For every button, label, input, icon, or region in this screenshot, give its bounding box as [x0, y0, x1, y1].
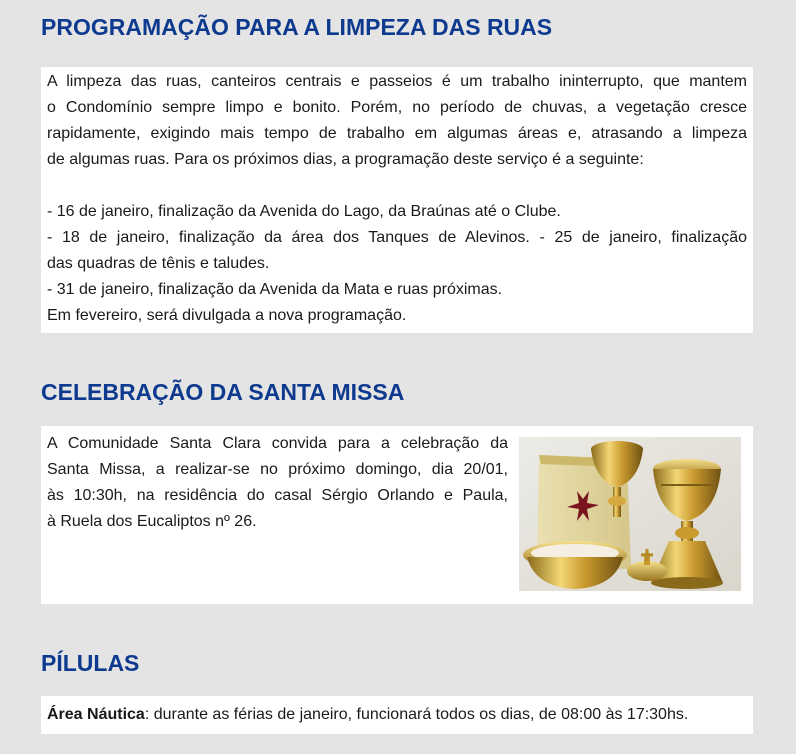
- limpeza-content-box: [41, 67, 753, 333]
- pilula-item: [47, 698, 747, 728]
- missa-line: Santa Missa, a realizar-se no próximo domingo, dia 20/01,: [47, 461, 508, 478]
- pilula-label: Área Náutica: [47, 706, 145, 723]
- pilula-text: : durante as férias de janeiro, funcionará todos os dias, de 08:00 às 17:30hs.: [144, 706, 689, 723]
- item-line: - 18 de janeiro, finalização da área dos Tanques de Alevinos. - 25 de janeiro, finalização: [47, 229, 747, 246]
- intro-line: A limpeza das ruas, canteiros centrais e passeios é um trabalho ininterrupto, que mantem: [47, 73, 747, 90]
- chalice-image: [519, 437, 741, 591]
- intro-line: o Condomínio sempre limpo e bonito. Porém, no período de chuvas, a vegetação cresce: [47, 99, 747, 116]
- limpeza-closing: Em fevereiro, será divulgada a nova programação.: [47, 307, 407, 324]
- pilulas-content-box: [41, 696, 753, 734]
- intro-line: de algumas ruas. Para os próximos dias, a programação deste serviço é a seguinte:: [47, 151, 644, 168]
- limpeza-item: - 16 de janeiro, finalização da Avenida do Lago, da Braúnas até o Clube.: [47, 203, 561, 220]
- missa-line: à Ruela dos Eucaliptos nº 26.: [47, 513, 257, 530]
- section-title-limpeza: PROGRAMAÇÃO PARA A LIMPEZA DAS RUAS: [41, 14, 553, 40]
- intro-line: rapidamente, exigindo mais tempo de trabalho em algumas áreas e, atrasando a limpeza: [47, 125, 747, 142]
- item-line: das quadras de tênis e taludes.: [47, 255, 270, 272]
- limpeza-intro: [47, 69, 747, 173]
- missa-line: A Comunidade Santa Clara convida para a celebração da: [47, 435, 508, 452]
- section-title-missa: CELEBRAÇÃO DA SANTA MISSA: [41, 379, 405, 405]
- paragraph-gap: [47, 173, 747, 199]
- section-title-pilulas: PÍLULAS: [41, 650, 140, 676]
- missa-text: [47, 431, 508, 535]
- missa-content-box: [41, 426, 753, 604]
- limpeza-item: - 31 de janeiro, finalização da Avenida da Mata e ruas próximas.: [47, 281, 503, 298]
- missa-line: às 10:30h, na residência do casal Sérgio Orlando e Paula,: [47, 487, 508, 504]
- limpeza-item: [47, 225, 747, 277]
